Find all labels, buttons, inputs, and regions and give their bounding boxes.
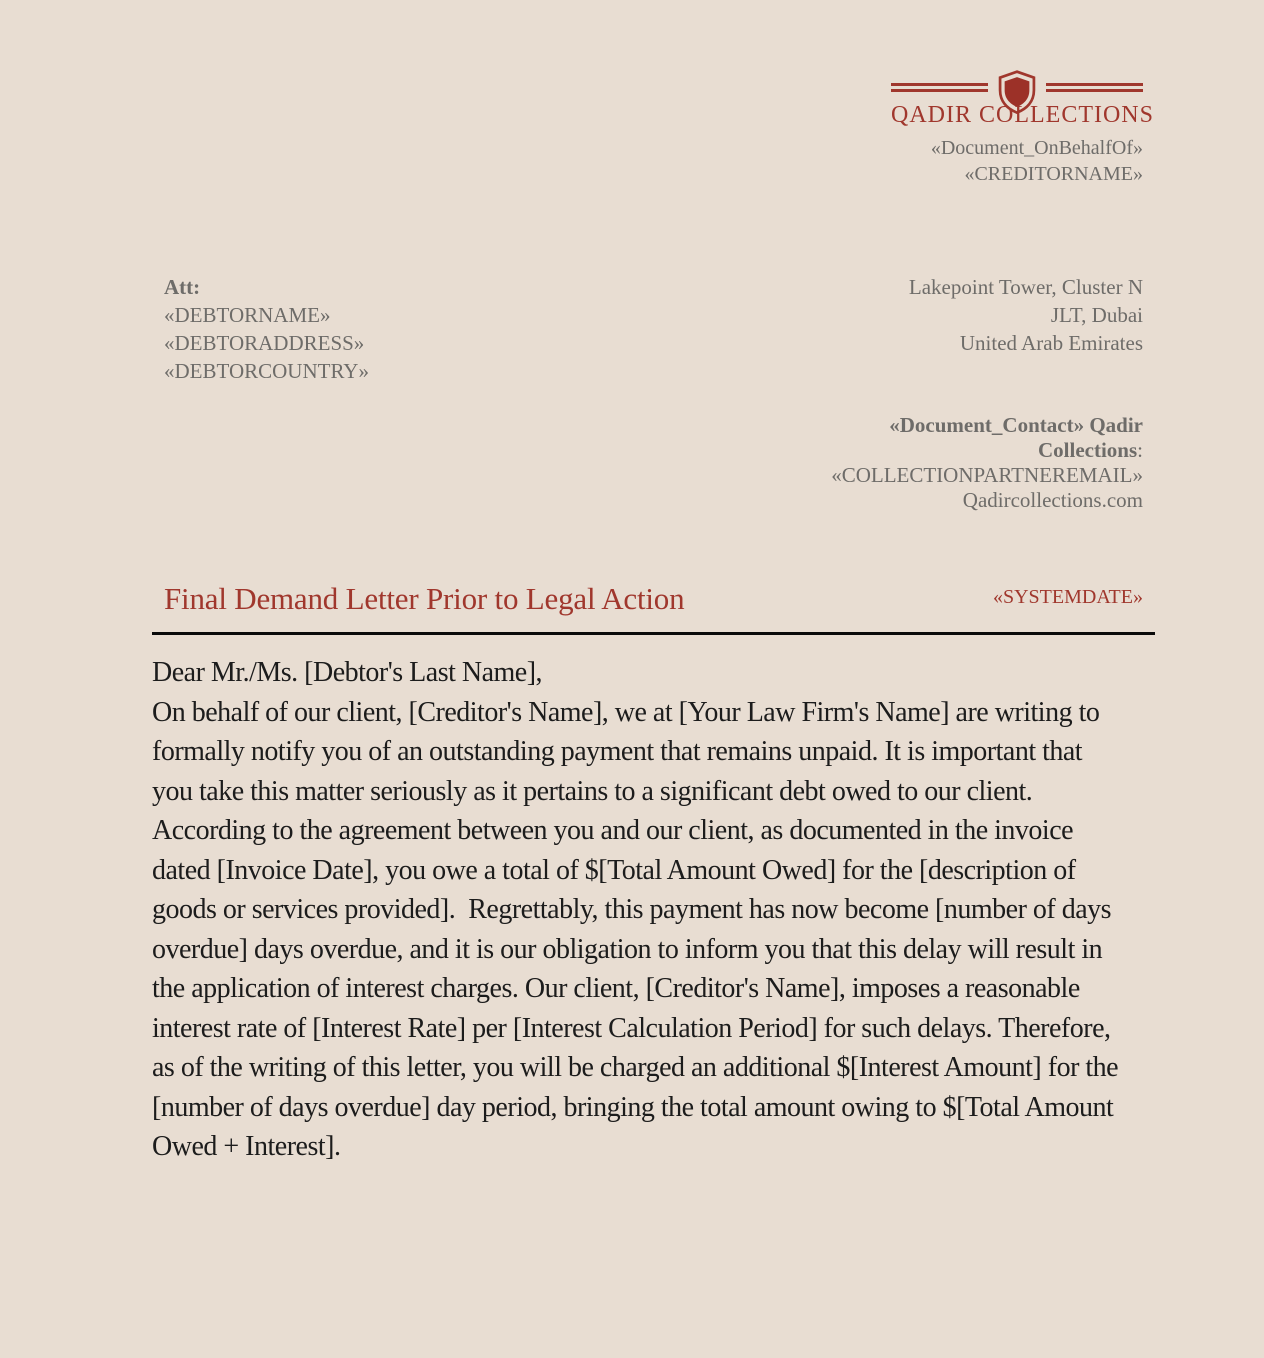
title-divider	[152, 632, 1155, 635]
office-address-line: Lakepoint Tower, Cluster N	[908, 275, 1143, 299]
contact-heading-text: «Document_Contact» Qadir Collections	[889, 413, 1143, 462]
office-address-line: JLT, Dubai	[1050, 303, 1143, 327]
debtor-address-field: «DEBTORADDRESS»	[164, 331, 365, 355]
letter-page	[152, 70, 1155, 1167]
on-behalf-of-field: «Document_OnBehalfOf»	[930, 137, 1143, 159]
debtor-country-field: «DEBTORCOUNTRY»	[164, 359, 369, 383]
letterhead-merge-fields	[152, 135, 1155, 187]
letterhead	[152, 70, 1155, 187]
document-title: Final Demand Letter Prior to Legal Action	[164, 581, 685, 616]
company-website: Qadircollections.com	[962, 488, 1143, 512]
letter-body	[152, 653, 1125, 1167]
logo-ornament-row	[891, 70, 1143, 104]
contact-heading	[795, 413, 1143, 463]
office-address-line: United Arab Emirates	[959, 331, 1143, 355]
attention-label: Att:	[164, 275, 201, 299]
address-row	[152, 273, 1155, 385]
contact-block	[795, 413, 1143, 513]
system-date-field: «SYSTEMDATE»	[992, 586, 1143, 608]
company-name: QADIR COLLECTIONS	[891, 102, 1154, 128]
title-row	[152, 581, 1155, 617]
collection-partner-email-field: «COLLECTIONPARTNEREMAIL»	[831, 463, 1143, 487]
double-rule-left	[891, 83, 988, 92]
company-logo	[891, 70, 1154, 129]
creditor-name-field: «CREDITORNAME»	[964, 163, 1143, 185]
debtor-name-field: «DEBTORNAME»	[164, 303, 331, 327]
contact-heading-colon: :	[1137, 438, 1143, 462]
recipient-block	[152, 273, 369, 385]
office-address-block	[909, 273, 1155, 385]
double-rule-right	[1046, 83, 1143, 92]
salutation: Dear Mr./Ms. [Debtor's Last Name],	[152, 657, 543, 688]
body-paragraph: On behalf of our client, [Creditor's Name], we at [Your Law Firm's Name] are writing to formally notify you of an outstanding payment that remains unpaid. It is important that you take this matter seriously as it pertains to a significant debt owed to our client. According to the agreement between you and our client, as documented in the invoice dated [Invoice Date], you owe a total of $[Total Amount Owed] for the [description of goods or services provided]. Regrettably, this payment has now become [number of days overdue] days overdue, and it is our obligation to inform you that this delay will result in the application of interest charges. Our client, [Creditor's Name], imposes a reasonable interest rate of [Interest Rate] per [Interest Calculation Period] for such delays. Therefore, as of the writing of this letter, you will be charged an additional $[Interest Amount] for the [number of days overdue] day period, bringing the total amount owing to $[Total Amount Owed + Interest].	[152, 696, 1125, 1162]
